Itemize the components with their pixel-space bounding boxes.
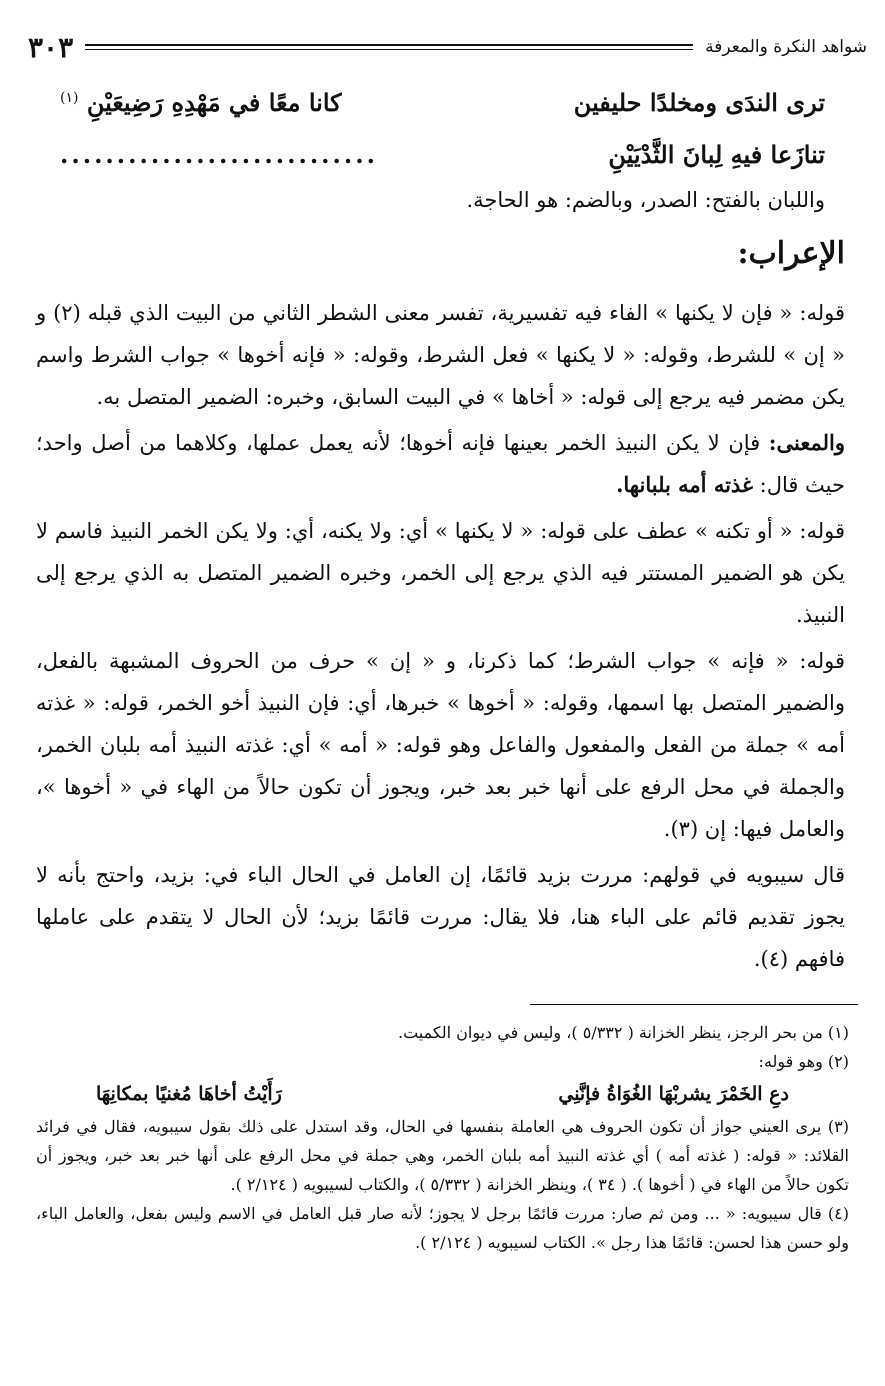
poem-line-2-first-hemistich: تنازَعا فيهِ لِبانَ الثَّدْيَيْنِ <box>608 140 825 169</box>
paragraph-3: قوله: « أو تكنه » عطف على قوله: « لا يكنها » أي: ولا يكنه، أي: ولا يكن الخمر النبيذ فاسم لا يكن هو الضمير المستتر فيه الذي يرجع إلى الخمر، وخبره الضمير المتصل به الذي يرجع إلى النبيذ. <box>36 519 845 627</box>
footnote-4: (٤) قال سيبويه: « ... ومن ثم صار: مررت قائمًا برجل لا يجوز؛ لأنه صار قبل العامل في الاسم وليس بفعل، والعامل الباء، ولو حسن هذا لحسن: قائمًا هذا رجل ». الكتاب لسيبويه ( ٢/١٢٤ ). <box>36 1204 849 1252</box>
vocabulary-gloss: واللبان بالفتح: الصدر، وبالضم: هو الحاجة. <box>466 188 825 212</box>
footnote-ref-1: (١) <box>60 90 79 106</box>
running-title: شواهد النكرة والمعرفة <box>705 37 867 57</box>
paragraph-5: قال سيبويه في قولهم: مررت بزيد قائمًا، إن العامل في الحال الباء في: بزيد، واحتج بأنه لا يجوز تقديم قائم على الباء هنا، فلا يقال: مررت قائمًا بزيد؛ لأن الحال لا يتقدم على عاملها فافهم (٤). <box>36 863 845 971</box>
paragraph-2-text: فإن لا يكن النبيذ الخمر بعينها فإنه أخوها؛ لأنه يعمل عملها، وكلاهما من أصل واحد؛ حيث قال: <box>36 431 845 497</box>
poem-line-1 <box>60 88 825 117</box>
section-heading: الإعراب: <box>737 236 845 271</box>
header-rule <box>85 44 693 50</box>
poem-line-2 <box>60 140 825 169</box>
poem-line-1-second-text: كانا معًا في مَهْدِهِ رَضِيعَيْنِ <box>86 88 342 117</box>
main-text <box>36 292 845 984</box>
poem-line-2-ellipsis: ............................ <box>60 140 378 169</box>
footnotes <box>36 1018 849 1257</box>
footnote-separator <box>530 1004 858 1005</box>
paragraph-4: قوله: « فإنه » جواب الشرط؛ كما ذكرنا، و « إن » حرف من الحروف المشبهة بالفعل، والضمير المتصل بها اسمها، وقوله: « أخوها » خبرها، أي: فإن النبيذ أخو الخمر، قوله: « غذته أمه » جملة من الفعل والمفعول والفاعل وهو قوله: « أمه » أي: غذته النبيذ أمه بلبان الخمر، والجملة في محل الرفع على أنها خبر بعد خبر، ويجوز أن تكون حالاً من الهاء في « أخوها »، والعامل فيها: إن (٣). <box>36 649 845 841</box>
page-number: ٣٠٣ <box>28 30 74 64</box>
paragraph-1: قوله: « فإن لا يكنها » الفاء فيه تفسيرية، تفسر معنى الشطر الثاني من البيت الذي قبله (٢) و « إن » للشرط، وقوله: « لا يكنها » فعل الشرط، وقوله: « فإنه أخوها » جواب الشرط واسم يكن مضمر فيه يرجع إلى قوله: « أخاها » في البيت السابق، وخبره: الضمير المتصل به. <box>36 301 845 409</box>
footnote-1: (١) من بحر الرجز، ينظر الخزانة ( ٥/٣٣٢ )، وليس في ديوان الكميت. <box>398 1023 849 1042</box>
footnote-2-verse <box>36 1076 849 1112</box>
paragraph-2-quote: غذته أمه بلبانها. <box>616 472 753 497</box>
page-header <box>28 30 867 64</box>
footnote-2-verse-second: رَأَيْتُ أخاهَا مُغنيًا بمكانِهَا <box>96 1083 282 1105</box>
footnote-2-verse-first: دعِ الخَمْرَ يشربْهَا الغُوَاةُ فإنَّنِي <box>558 1083 789 1105</box>
paragraph-2 <box>36 422 845 506</box>
footnote-3: (٣) يرى العيني جواز أن تكون الحروف هي العاملة بنفسها في الحال، وقد استدل على ذلك بقول سيبويه، فقال في فرائد القلائد: « قوله: ( غذته أمه ) أي غذته النبيذ أمه بلبان الخمر، وهي جملة في محل الرفع على أنها خبر بعد خبر، ويجوز أن تكون حالاً من الهاء في ( أخوها ). ( ٣٤ )، وينظر الخزانة ( ٥/٣٣٢ )، والكتاب لسيبويه ( ٢/١٢٤ ). <box>36 1117 849 1194</box>
paragraph-2-lead: والمعنى: <box>768 430 845 455</box>
poem-line-1-second-hemistich <box>60 88 342 117</box>
footnote-2: (٢) وهو قوله: <box>758 1052 849 1071</box>
poem-line-1-first-hemistich: ترى الندَى ومخلدًا حليفين <box>573 88 825 117</box>
